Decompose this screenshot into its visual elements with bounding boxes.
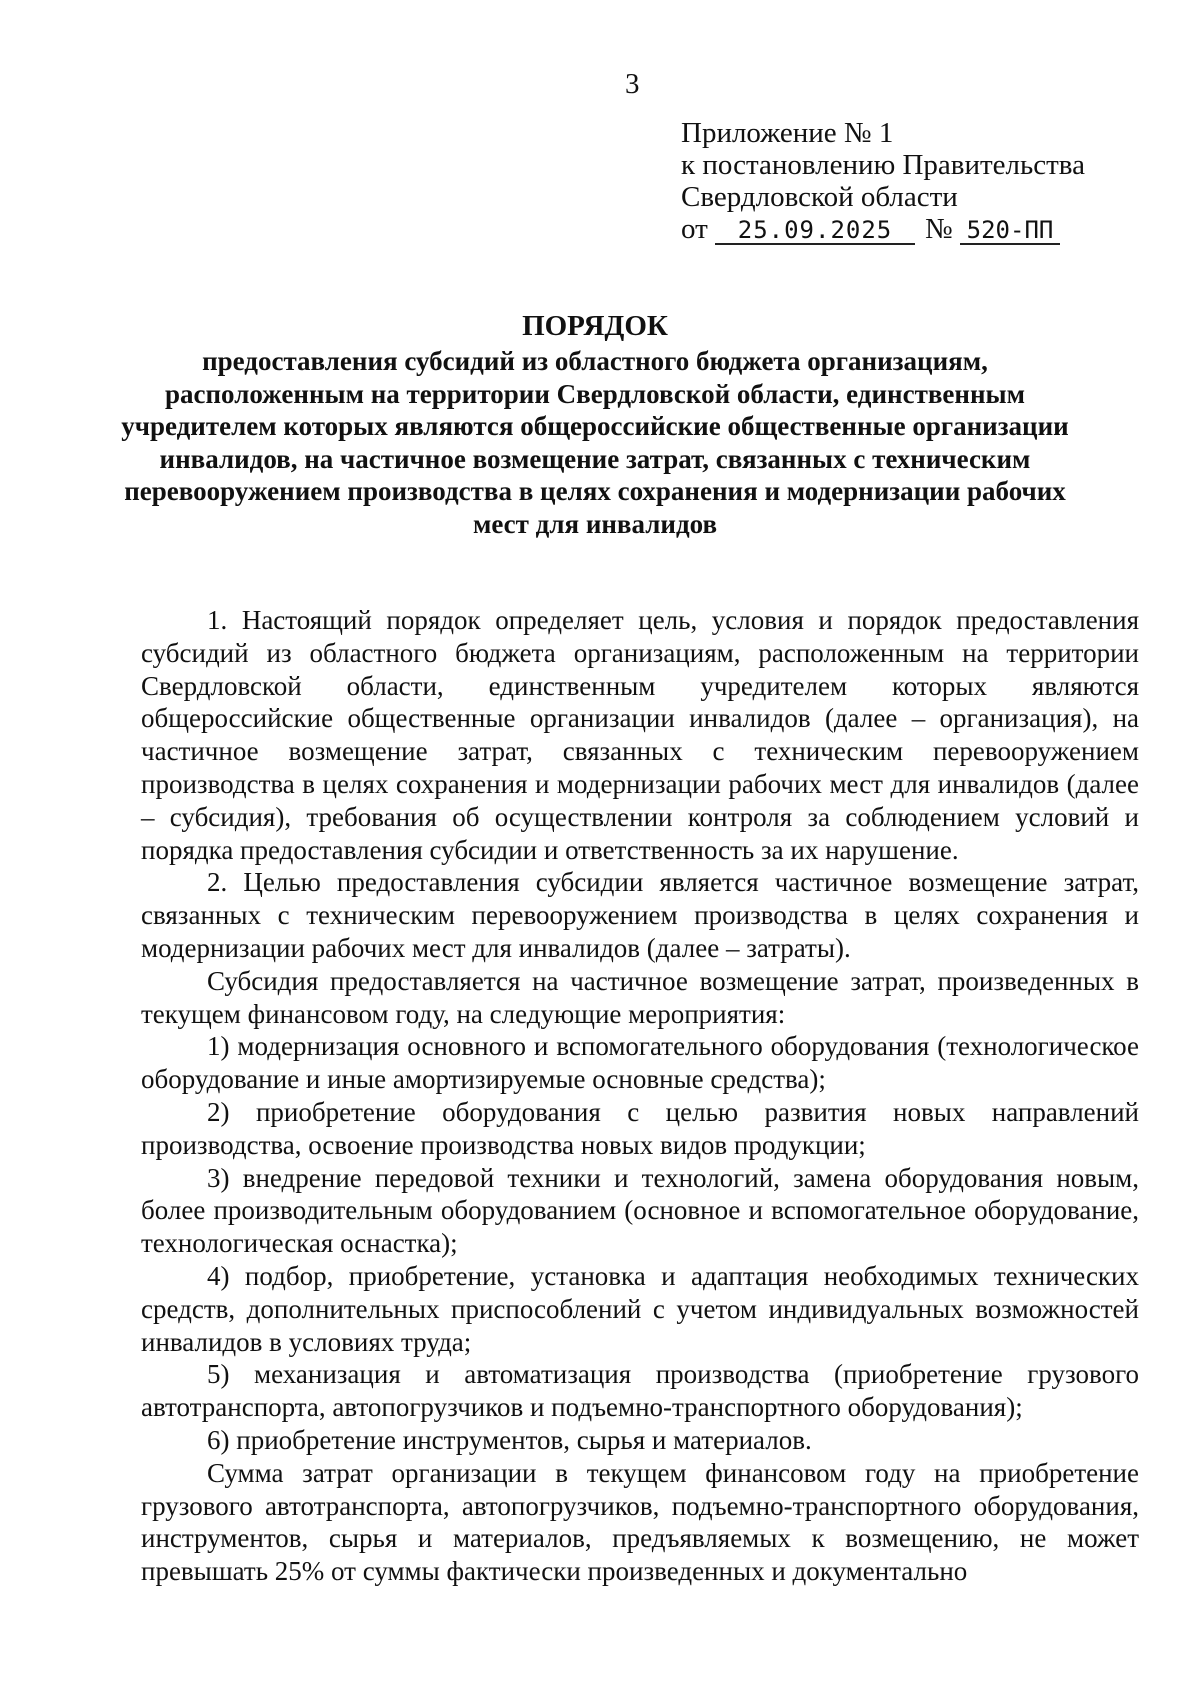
list-item-6: 6) приобретение инструментов, сырья и материалов. xyxy=(207,1424,812,1455)
appendix-block xyxy=(681,117,1121,247)
decree-stamp-line xyxy=(681,213,1121,247)
decree-number: 520-ПП xyxy=(960,217,1060,245)
list-item-2: 2) приобретение оборудования с целью развития новых направлений производства, освоение производства новых видов продукции; xyxy=(141,1096,1139,1160)
paragraph-2: 2. Целью предоставления субсидии является частичное возмещение затрат, связанных с техническим перевооружением производства в целях сохранения и модернизации рабочих мест для инвалидов (далее – затраты). xyxy=(141,867,1139,963)
list-item-3: 3) внедрение передовой техники и технологий, замена оборудования новым, более производительным оборудованием (основное и вспомогательное оборудование, технологическая оснастка); xyxy=(141,1162,1139,1259)
list-item-1: 1) модернизация основного и вспомогательного оборудования (технологическое оборудование и иные амортизируемые основные средства); xyxy=(141,1031,1139,1095)
document-body xyxy=(141,604,1139,1588)
appendix-decree-line: к постановлению Правительства xyxy=(681,149,1085,181)
decree-date: 25.09.2025 xyxy=(715,217,915,245)
page-number: 3 xyxy=(625,68,640,100)
appendix-title: Приложение № 1 xyxy=(681,117,894,149)
from-label: от xyxy=(681,213,708,245)
paragraph-cost-limit: Сумма затрат организации в текущем финансовом году на приобретение грузового автотранспорта, автопогрузчиков, подъемно-транспортного оборудования, инструментов, сырья и материалов, предъявляемых к возмещению, не может превышать 25% от суммы фактически произведенных и документально xyxy=(141,1457,1139,1587)
paragraph-subsidy-purposes: Субсидия предоставляется на частичное возмещение затрат, произведенных в текущем финансовом году, на следующие мероприятия: xyxy=(141,965,1139,1029)
appendix-region-line: Свердловской области xyxy=(681,181,958,213)
document-subtitle: предоставления субсидий из областного бюджета организациям, расположенным на территории Свердловской области, единственным учредителем которых являются общероссийские общественные организации инвалидов, на частичное возмещение затрат, связанных с техническим перевооружением производства в целях сохранения и модернизации рабочих мест для инвалидов xyxy=(121,346,1069,539)
document-title: ПОРЯДОК xyxy=(522,310,668,342)
paragraph-1: 1. Настоящий порядок определяет цель, условия и порядок предоставления субсидий из областного бюджета организациям, расположенным на территории Свердловской области, единственным учредителем которых являются общероссийские общественные организации инвалидов (далее – организация), на частичное возмещение затрат, связанных с техническим перевооружением производства в целях сохранения и модернизации рабочих мест для инвалидов (далее – субсидия), требования об осуществлении контроля за соблюдением условий и порядка предоставления субсидии и ответственность за их нарушение. xyxy=(141,605,1139,865)
list-item-5: 5) механизация и автоматизация производства (приобретение грузового автотранспорта, автопогрузчиков и подъемно-транспортного оборудования); xyxy=(141,1359,1139,1423)
list-item-4: 4) подбор, приобретение, установка и адаптация необходимых технических средств, дополнительных приспособлений с учетом индивидуальных возможностей инвалидов в условиях труда; xyxy=(141,1260,1139,1357)
number-label: № xyxy=(925,213,953,245)
